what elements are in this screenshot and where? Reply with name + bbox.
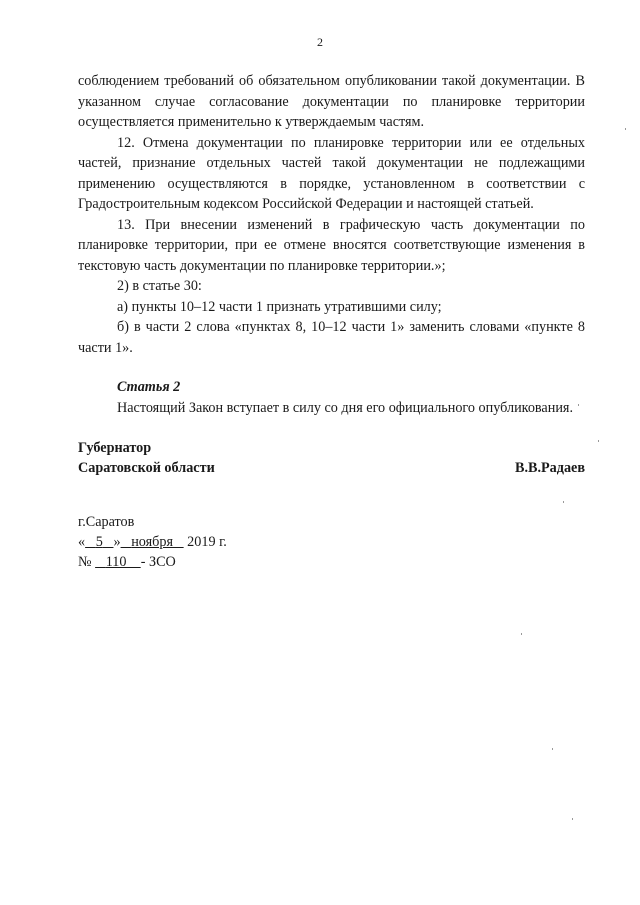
date-month: ноября <box>131 534 173 550</box>
page-number: 2 <box>317 35 323 49</box>
signatory-position-line1: Губернатор <box>78 440 152 456</box>
paragraph-item-13: 13. При внесении изменений в графическую часть документации по планировке территории, при ее отмене вносятся соответствующие изменения в текстовую часть документации по планировке территории.»; <box>78 216 585 274</box>
article-2-title: Статья 2 <box>117 379 181 395</box>
paragraph-item-12: 12. Отмена документации по планировке территории или ее отдельных частей, признание отдельных частей такой документации не подлежащими применению осуществляются в порядке, установленном в соответствии с Градостроительным кодексом Российской Федерации и настоящей статьей. <box>78 134 585 212</box>
number-sign: № <box>78 554 92 570</box>
scan-speck <box>598 440 599 442</box>
date-line <box>78 532 227 552</box>
scan-speck <box>521 633 522 635</box>
date-day: 5 <box>95 534 103 550</box>
date-open-quote: « <box>78 534 86 550</box>
scan-speck <box>625 128 626 130</box>
paragraph-continuation: соблюдением требований об обязательном опубликовании такой документации. В указанном случае согласование документации по планировке территории осуществляется применительно к утверждаемым частям. <box>78 73 585 130</box>
date-close-quote: » <box>113 534 121 550</box>
document-body <box>78 71 585 418</box>
scan-speck <box>563 501 564 503</box>
scan-speck <box>572 818 573 820</box>
signatory-position-line2: Саратовской области <box>78 460 215 476</box>
article-2-text: Настоящий Закон вступает в силу со дня его официального опубликования. <box>117 399 573 416</box>
number-value: 110 <box>105 554 127 570</box>
signature-block <box>78 438 585 478</box>
place: г.Саратов <box>78 514 135 530</box>
number-line <box>78 552 227 572</box>
scan-speck <box>552 748 553 750</box>
scan-speck <box>578 404 579 406</box>
number-suffix: - ЗСО <box>140 554 176 570</box>
signatory-name: В.В.Радаев <box>514 460 585 476</box>
place-date-block <box>78 512 227 572</box>
paragraph-sub-b: б) в части 2 слова «пунктах 8, 10–12 части 1» заменить словами «пункте 8 части 1». <box>78 319 585 356</box>
date-year: 2019 г. <box>187 534 227 550</box>
paragraph-sub-a: а) пункты 10–12 части 1 признать утратившими силу; <box>117 298 442 315</box>
paragraph-article-30: 2) в статье 30: <box>117 278 202 294</box>
